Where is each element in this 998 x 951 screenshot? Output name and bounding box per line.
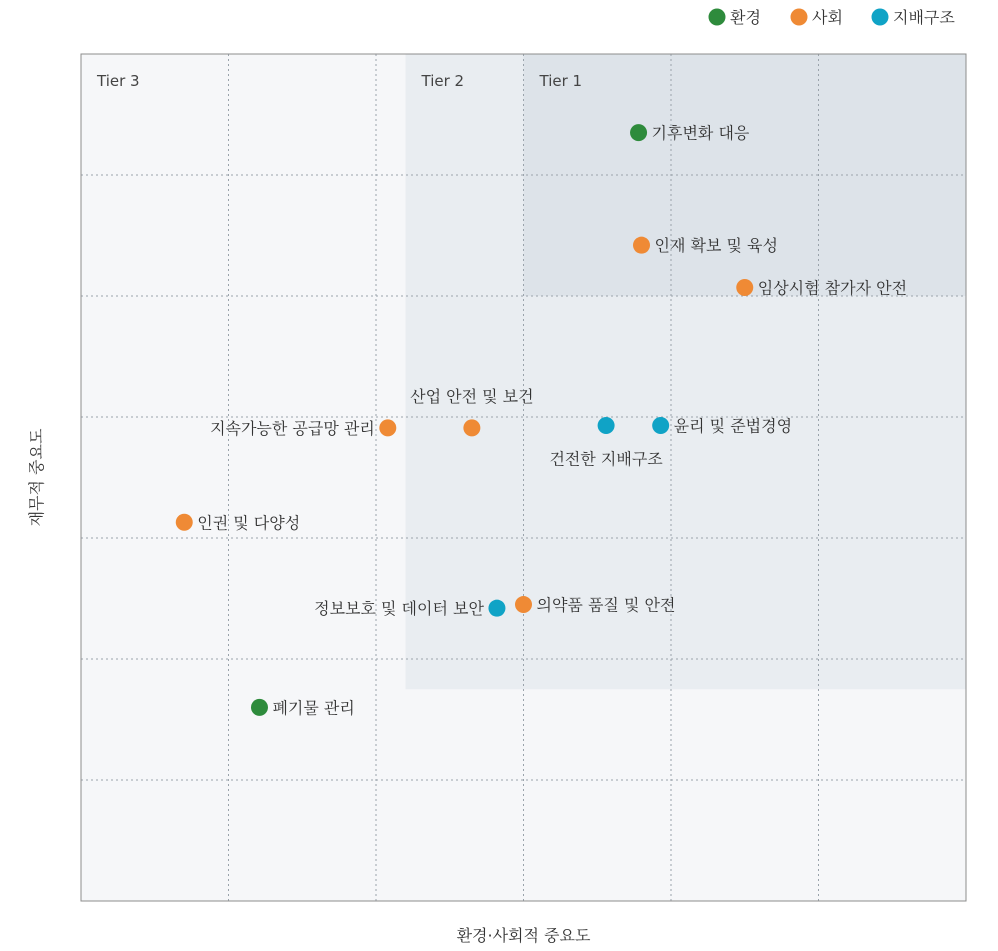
data-point-label: 임상시험 참가자 안전	[757, 278, 908, 298]
data-point-label: 산업 안전 및 보건	[410, 386, 534, 406]
data-point-label: 윤리 및 준법경영	[673, 416, 793, 436]
tier-label: Tier 2	[421, 72, 465, 90]
data-point-social[interactable]	[633, 237, 650, 254]
legend-marker-environment	[709, 9, 726, 26]
data-point-social[interactable]	[515, 596, 532, 613]
data-point-social[interactable]	[379, 419, 396, 436]
data-point-label: 지속가능한 공급망 관리	[210, 418, 375, 438]
data-point-label: 인권 및 다양성	[197, 513, 301, 533]
data-point-environment[interactable]	[251, 699, 268, 716]
data-point-governance[interactable]	[598, 417, 615, 434]
tier-region-1	[524, 54, 967, 296]
data-point-social[interactable]	[736, 279, 753, 296]
data-point-label: 의약품 품질 및 안전	[536, 595, 676, 615]
data-point-governance[interactable]	[488, 600, 505, 617]
data-point-label: 건전한 지배구조	[549, 449, 663, 469]
legend-marker-social	[791, 9, 808, 26]
legend-label-governance: 지배구조	[893, 8, 955, 27]
data-point-label: 폐기물 관리	[272, 698, 355, 718]
data-point-governance[interactable]	[652, 417, 669, 434]
legend-marker-governance	[872, 9, 889, 26]
x-axis-title: 환경·사회적 중요도	[456, 926, 591, 945]
legend-label-social: 사회	[812, 8, 843, 27]
tier-label: Tier 3	[97, 72, 140, 90]
y-axis-title: 재무적 중요도	[27, 428, 46, 527]
data-point-social[interactable]	[463, 419, 480, 436]
data-point-label: 기후변화 대응	[651, 123, 750, 143]
data-point-label: 인재 확보 및 육성	[654, 236, 778, 256]
data-point-social[interactable]	[176, 514, 193, 531]
legend-label-environment: 환경	[730, 8, 761, 27]
data-point-environment[interactable]	[630, 124, 647, 141]
data-point-label: 정보보호 및 데이터 보안	[314, 599, 484, 619]
tier-label: Tier 1	[539, 72, 583, 90]
